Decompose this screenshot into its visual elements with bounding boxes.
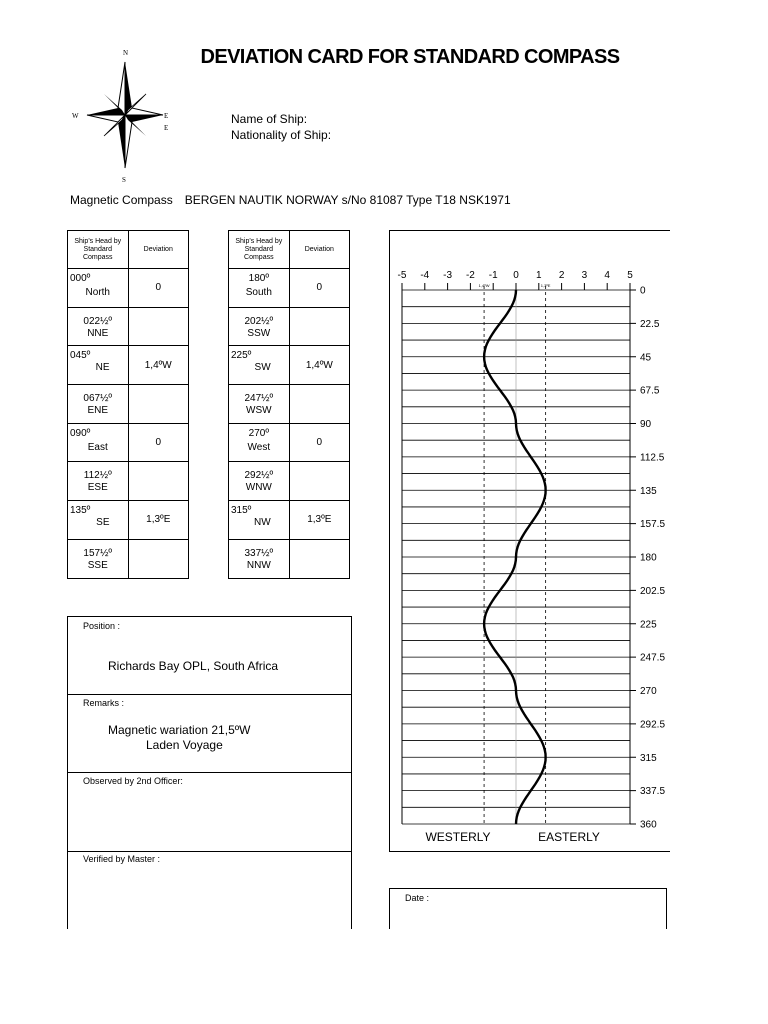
table-row <box>229 385 350 424</box>
heading-degrees: 315º <box>231 505 252 517</box>
table-header-deviation: Deviation <box>128 231 188 269</box>
heading-cell <box>68 346 129 385</box>
deviation-value <box>289 307 349 346</box>
deviation-value: 1,4ºW <box>128 346 188 385</box>
table-row <box>229 501 350 540</box>
y-tick-label: 315 <box>640 752 657 764</box>
deviation-graph <box>389 230 668 850</box>
deviation-value <box>128 385 188 424</box>
deviation-value <box>289 539 349 578</box>
heading-degrees: 247½º <box>244 393 274 405</box>
y-tick-label: 270 <box>640 686 657 697</box>
reference-line-label: 1,3ºE <box>540 283 551 288</box>
deviation-value <box>289 385 349 424</box>
x-tick-label: 5 <box>627 270 633 281</box>
heading-name: West <box>247 441 271 453</box>
heading-name: South <box>245 287 272 298</box>
heading-name: NNE <box>87 327 109 339</box>
heading-degrees: 045º <box>70 350 91 362</box>
heading-degrees: 000º <box>70 273 91 284</box>
heading-cell <box>68 269 129 308</box>
heading-cell <box>229 423 290 462</box>
heading-name: NNW <box>246 559 271 571</box>
y-tick-label: 90 <box>640 419 652 430</box>
y-tick-label: 180 <box>640 552 657 564</box>
ship-nationality-label: Nationality of Ship: <box>231 128 332 142</box>
heading-name: SSW <box>247 327 271 339</box>
deviation-value: 1,4ºW <box>289 346 349 385</box>
compass-e2-label: E <box>164 124 169 132</box>
x-tick-label: -2 <box>465 270 475 281</box>
x-tick-label: 3 <box>581 270 588 281</box>
date-box <box>389 888 667 929</box>
table-row <box>68 462 189 501</box>
heading-name: WSW <box>246 405 272 417</box>
heading-degrees: 022½º <box>83 315 113 327</box>
y-tick-label: 247.5 <box>640 652 666 664</box>
heading-cell <box>229 539 290 578</box>
westerly-label: WESTERLY <box>425 830 491 844</box>
x-tick-label: 2 <box>558 270 565 281</box>
table-row <box>68 501 189 540</box>
table-row <box>68 539 189 578</box>
table-row <box>229 307 350 346</box>
heading-cell <box>229 346 290 385</box>
date-label: Date : <box>405 893 430 903</box>
divider <box>68 694 351 695</box>
y-tick-label: 112.5 <box>640 452 665 464</box>
reference-line-label: 1,4ºW <box>478 283 490 288</box>
heading-degrees: 202½º <box>244 315 274 327</box>
deviation-value: 1,3ºE <box>128 501 188 540</box>
table-header-deviation: Deviation <box>289 231 349 269</box>
heading-cell <box>68 462 129 501</box>
table-row <box>68 346 189 385</box>
deviation-value: 1,3ºE <box>289 501 349 540</box>
x-tick-label: -1 <box>488 270 498 281</box>
x-tick-label: 4 <box>604 270 610 281</box>
heading-degrees: 067½º <box>83 393 113 405</box>
deviation-table-left <box>67 230 189 579</box>
y-tick-label: 292.5 <box>640 719 666 731</box>
verified-label: Verified by Master : <box>83 854 161 864</box>
compass-w-label: W <box>72 112 79 120</box>
deviation-value: 0 <box>289 269 349 308</box>
y-tick-label: 337.5 <box>640 786 666 798</box>
y-tick-label: 135 <box>640 485 657 497</box>
heading-name: SE <box>96 517 110 529</box>
heading-degrees: 292½º <box>244 470 274 482</box>
compass-e-label: E <box>164 112 169 120</box>
x-tick-label: -4 <box>420 270 430 281</box>
y-tick-label: 45 <box>640 352 652 364</box>
y-tick-label: 225 <box>640 619 657 631</box>
position-value: Richards Bay OPL, South Africa <box>108 659 279 673</box>
deviation-value: 0 <box>289 423 349 462</box>
table-row <box>229 462 350 501</box>
x-tick-label: 0 <box>513 270 519 281</box>
page-title: DEVIATION CARD FOR STANDARD COMPASS <box>200 46 620 68</box>
heading-name: ESE <box>87 482 108 494</box>
table-row <box>68 307 189 346</box>
divider <box>68 851 351 852</box>
remarks-label: Remarks : <box>83 698 125 708</box>
y-tick-label: 22.5 <box>640 318 660 330</box>
compass-s-label: S <box>122 176 126 184</box>
heading-cell <box>229 385 290 424</box>
table-header-head: Ship's Head by Standard Compass <box>229 231 290 269</box>
heading-name: NE <box>95 362 110 374</box>
x-tick-label: 1 <box>536 270 542 281</box>
ship-info <box>231 111 331 143</box>
heading-name: WNW <box>245 482 272 494</box>
table-row <box>229 346 350 385</box>
heading-degrees: 090º <box>70 427 91 439</box>
x-tick-label: -3 <box>443 270 453 281</box>
position-label: Position : <box>83 621 121 631</box>
heading-name: North <box>85 287 110 298</box>
heading-name: SSE <box>87 559 108 571</box>
heading-cell <box>68 307 129 346</box>
deviation-value <box>128 462 188 501</box>
magnetic-compass-value: BERGEN NAUTIK NORWAY s/No 81087 Type T18 NSK1971 <box>184 193 511 207</box>
heading-name: SW <box>254 362 271 374</box>
magnetic-compass-label: Magnetic Compass <box>70 193 173 207</box>
easterly-label: EASTERLY <box>538 830 600 844</box>
table-row <box>229 269 350 308</box>
y-tick-label: 157.5 <box>640 519 666 531</box>
table-row <box>68 423 189 462</box>
heading-name: NW <box>253 517 271 529</box>
heading-degrees: 112½º <box>83 470 112 482</box>
heading-degrees: 135º <box>70 505 91 517</box>
heading-cell <box>68 385 129 424</box>
heading-degrees: 337½º <box>244 547 274 559</box>
table-row <box>68 269 189 308</box>
heading-cell <box>229 307 290 346</box>
heading-degrees: 270º <box>248 427 269 439</box>
table-row <box>229 423 350 462</box>
heading-cell <box>229 501 290 540</box>
table-row <box>229 539 350 578</box>
heading-cell <box>68 539 129 578</box>
remarks-line2: Laden Voyage <box>146 738 223 752</box>
info-box <box>67 616 352 929</box>
y-tick-label: 67.5 <box>640 385 660 397</box>
compass-n-label: N <box>123 49 129 57</box>
heading-cell <box>229 269 290 308</box>
deviation-value: 0 <box>128 423 188 462</box>
observed-label: Observed by 2nd Officer: <box>83 776 183 786</box>
y-tick-label: 0 <box>640 285 646 297</box>
divider <box>68 772 351 773</box>
deviation-table-right <box>228 230 350 579</box>
heading-cell <box>68 423 129 462</box>
heading-degrees: 180º <box>248 273 269 284</box>
heading-name: ENE <box>87 405 109 417</box>
heading-name: East <box>87 441 108 453</box>
deviation-value <box>128 539 188 578</box>
heading-cell <box>68 501 129 540</box>
deviation-value: 0 <box>128 269 188 308</box>
deviation-value <box>128 307 188 346</box>
table-header-head: Ship's Head by Standard Compass <box>68 231 129 269</box>
y-tick-label: 202.5 <box>640 585 666 597</box>
remarks-line1: Magnetic wariation 21,5ºW <box>108 723 251 737</box>
table-row <box>68 385 189 424</box>
y-tick-label: 360 <box>640 819 657 831</box>
heading-cell <box>229 462 290 501</box>
heading-degrees: 157½º <box>83 547 113 559</box>
heading-degrees: 225º <box>231 350 252 362</box>
x-tick-label: -5 <box>397 270 407 281</box>
ship-name-label: Name of Ship: <box>231 112 308 126</box>
magnetic-compass-line <box>70 193 511 207</box>
deviation-value <box>289 462 349 501</box>
